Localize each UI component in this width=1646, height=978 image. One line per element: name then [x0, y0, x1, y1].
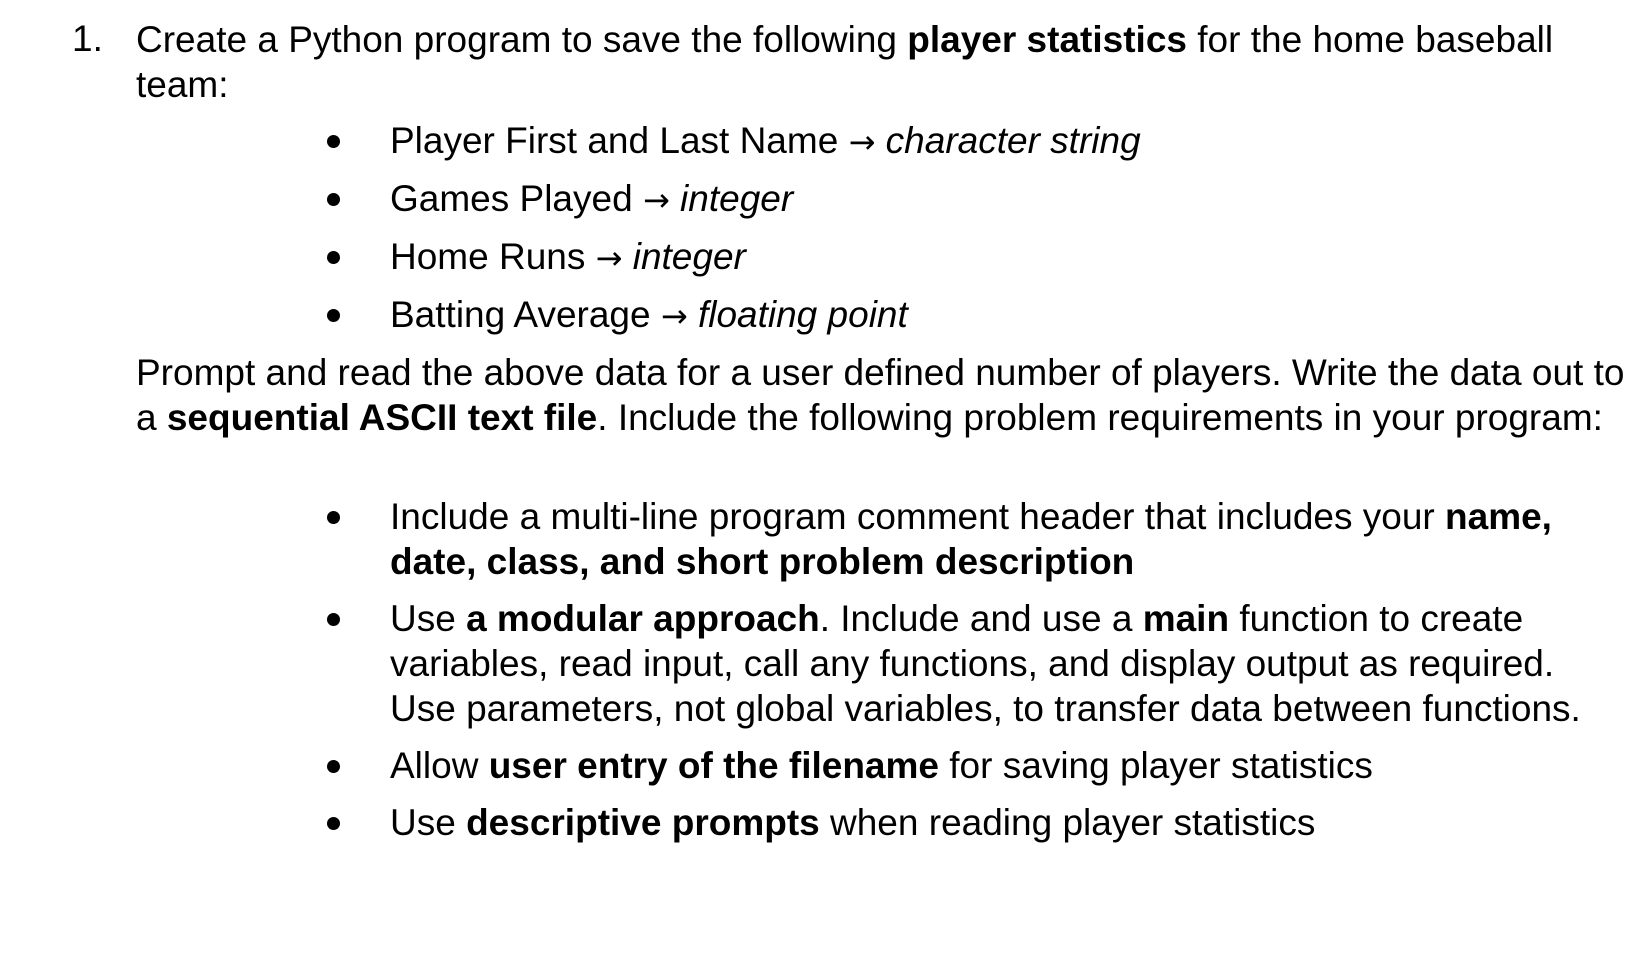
list-item [0, 176, 1141, 234]
arrow-icon: → [642, 181, 670, 219]
prompt-text-end: . Include the following problem requirements in your program: [597, 397, 1603, 438]
requirements-list [0, 494, 1620, 857]
field-list [0, 118, 1141, 350]
prompt-text: Prompt and read the above data for a user defined number of players. Write the data out to a [136, 352, 1625, 438]
bullet-icon [327, 135, 340, 148]
bullet-icon [327, 760, 340, 773]
intro-bold: player statistics [907, 19, 1187, 60]
field-type: integer [632, 236, 746, 277]
field-type: integer [680, 178, 794, 219]
list-item [0, 234, 1141, 292]
requirement-text: function to create variables, read input, call any functions, and display output as required. Use parameters, not global variables, to transfer data between functions. [390, 598, 1581, 729]
field-label: Games Played [390, 178, 633, 219]
prompt-paragraph [136, 350, 1636, 440]
intro-text: Create a Python program to save the following [136, 19, 908, 60]
bullet-icon [327, 511, 340, 524]
prompt-bold: sequential ASCII text file [166, 397, 598, 438]
requirement-bold: a modular approach [466, 598, 820, 639]
requirement-bold: user entry of the filename [488, 745, 939, 786]
requirement-text: Include a multi-line program comment header that includes your [390, 496, 1446, 537]
field-type: character string [885, 120, 1141, 161]
requirement-text: Use [390, 802, 467, 843]
bullet-icon [327, 193, 340, 206]
requirement-text: Allow [390, 745, 489, 786]
field-type: floating point [697, 294, 908, 335]
requirement-text: for saving player statistics [939, 745, 1373, 786]
field-label: Player First and Last Name [390, 120, 839, 161]
requirement-bold: descriptive prompts [466, 802, 820, 843]
requirement-text: Use [390, 598, 467, 639]
requirement-text: . Include and use a [819, 598, 1143, 639]
list-item [0, 743, 1590, 788]
bullet-icon [327, 817, 340, 830]
bullet-icon [327, 309, 340, 322]
arrow-icon: → [595, 239, 623, 277]
list-item [0, 292, 1141, 350]
list-item [0, 494, 1590, 584]
question-number: 1. [72, 18, 103, 59]
field-label: Home Runs [390, 236, 586, 277]
bullet-icon [327, 613, 340, 626]
list-item [0, 118, 1141, 176]
intro-text-end: for the home baseball team: [136, 19, 1554, 105]
arrow-icon: → [660, 297, 688, 335]
intro-paragraph [136, 17, 1596, 107]
list-item [0, 596, 1620, 731]
list-item [0, 800, 1590, 845]
arrow-icon: → [848, 123, 876, 161]
requirement-bold: name, date, class, and short problem description [390, 496, 1552, 582]
field-label: Batting Average [390, 294, 651, 335]
requirement-text: when reading player statistics [819, 802, 1316, 843]
requirement-bold: main [1142, 598, 1230, 639]
bullet-icon [327, 251, 340, 264]
